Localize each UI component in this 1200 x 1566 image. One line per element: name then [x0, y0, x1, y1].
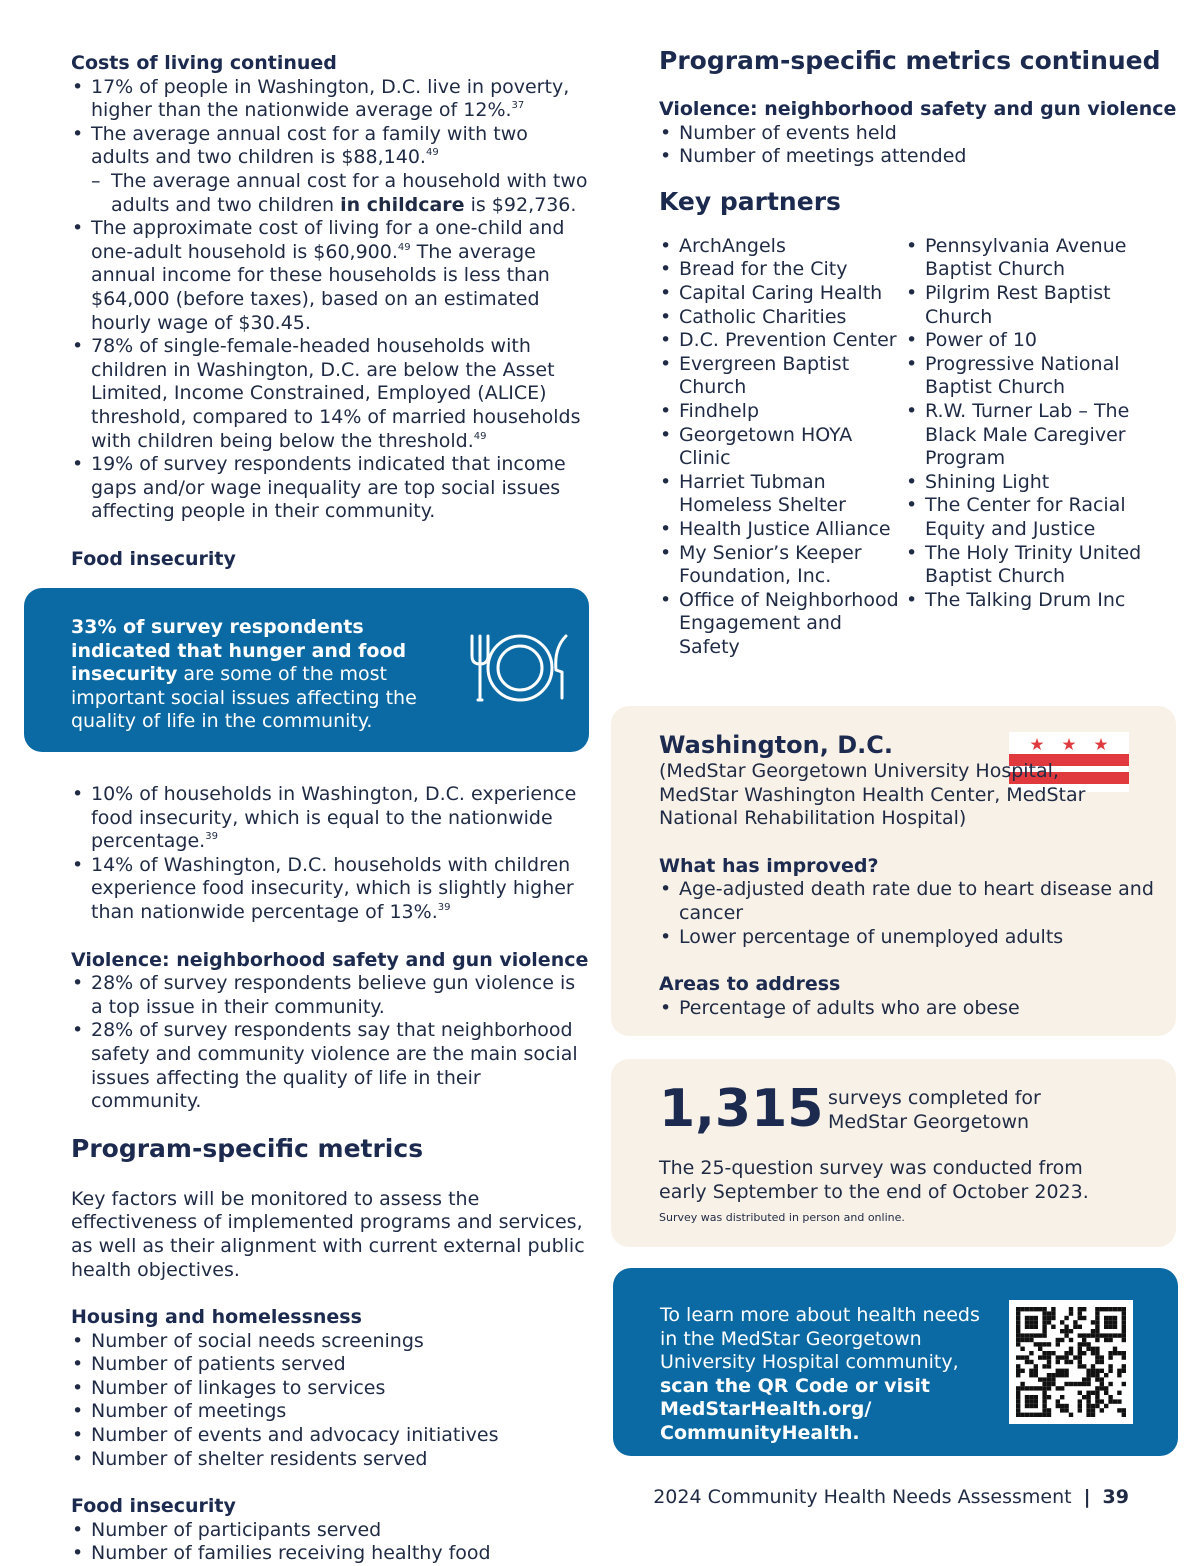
list-item: • 28% of survey respondents believe gun violence is a top issue in their community. [71, 972, 591, 1019]
violence-list [71, 972, 591, 1114]
left-column-lower [71, 783, 591, 1566]
survey-label: surveys completed for MedStar Georgetown [828, 1087, 1041, 1133]
housing-list [71, 1330, 591, 1472]
list-item: • 17% of people in Washington, D.C. live in poverty, higher than the nationwide average of 12%.$^{37}$ [71, 76, 591, 123]
list-item: • Number of meetings attended [659, 145, 1179, 169]
survey-box [611, 1059, 1176, 1247]
address-heading: Areas to address [659, 973, 841, 996]
partner-item: • Health Justice Alliance [659, 518, 905, 542]
food-insecurity-callout [24, 588, 589, 752]
right-column [659, 46, 1179, 659]
list-item: • The approximate cost of living for a one-child and one-adult household is $60,900.49 The average annual income for these households is less than $64,000 (before taxes), based on an estimated hourly wage of $30.45. [71, 217, 591, 335]
qr-code-icon[interactable] [1009, 1300, 1133, 1424]
partner-item: • Evergreen Baptist Church [659, 353, 905, 400]
footer-title: 2024 Community Health Needs Assessment [653, 1486, 1072, 1508]
callout-bold-text: 33% of survey respondents indicated that hunger and food insecurity [71, 616, 407, 686]
dc-subtitle: (MedStar Georgetown University Hospital, MedStar Washington Health Center, MedStar National Rehabilitation Hospital) [659, 760, 1086, 830]
plate-fork-knife-icon [468, 632, 572, 704]
partner-item: • Findhelp [659, 400, 905, 424]
learn-more-box [613, 1268, 1178, 1456]
learn-more-link[interactable]: scan the QR Code or visit MedStarHealth.org/ CommunityHealth. [660, 1374, 930, 1444]
list-item: • Number of meetings [71, 1400, 591, 1424]
partner-item: • Catholic Charities [659, 306, 905, 330]
food-list [71, 783, 591, 925]
partner-item: • Georgetown HOYA Clinic [659, 424, 905, 471]
list-item: • Number of social needs screenings [71, 1330, 591, 1354]
improved-list [659, 878, 1159, 949]
costs-heading: Costs of living continued [71, 52, 337, 74]
footer-separator: | [1083, 1486, 1091, 1508]
list-item: • Age-adjusted death rate due to heart disease and cancer [659, 878, 1159, 925]
list-item: • 14% of Washington, D.C. households with children experience food insecurity, which is slightly higher than nationwide percentage of 13%.$^{39}$ [71, 854, 591, 925]
list-item: • 10% of households in Washington, D.C. experience food insecurity, which is equal to the nationwide percentage.$^{39}$ [71, 783, 591, 854]
dc-summary-box [611, 706, 1176, 1036]
survey-note: Survey was distributed in person and online. [659, 1211, 905, 1224]
list-item: • Number of events and advocacy initiatives [71, 1424, 591, 1448]
partner-item: • Harriet Tubman Homeless Shelter [659, 471, 905, 518]
list-item: • Number of participants served [71, 1519, 591, 1543]
list-item: • 19% of survey respondents indicated that income gaps and/or wage inequality are top social issues affecting people in their community. [71, 453, 591, 524]
metrics-continued-heading: Program-specific metrics continued [659, 46, 1161, 75]
partner-item: • R.W. Turner Lab – The Black Male Caregiver Program [905, 400, 1151, 471]
list-item: – The average annual cost for a household with two adults and two children in childcare is $92,736. [71, 170, 591, 217]
address-list [659, 997, 1159, 1021]
survey-description: The 25-question survey was conducted from early September to the end of October 2023. [659, 1157, 1089, 1203]
partner-item: • Pennsylvania Avenue Baptist Church [905, 235, 1151, 282]
costs-list [71, 76, 591, 170]
left-column [71, 52, 591, 571]
list-item: • Number of shelter residents served [71, 1448, 591, 1472]
partner-item: • D.C. Prevention Center [659, 329, 905, 353]
metrics-heading: Program-specific metrics [71, 1133, 424, 1163]
food-heading: Food insecurity [71, 547, 236, 570]
costs-list-2 [71, 217, 591, 524]
page-footer [653, 1486, 1129, 1510]
partner-item: • Bread for the City [659, 258, 905, 282]
childcare-sublist [71, 170, 591, 217]
partner-item: • The Talking Drum Inc [905, 589, 1151, 613]
violence-heading: Violence: neighborhood safety and gun violence [71, 948, 589, 971]
partners-col-2 [905, 235, 1151, 660]
partner-item: • The Center for Racial Equity and Justice [905, 494, 1151, 541]
housing-heading: Housing and homelessness [71, 1306, 362, 1329]
list-item: • 28% of survey respondents say that neighborhood safety and community violence are the main social issues affecting the quality of life in their community. [71, 1019, 591, 1113]
dc-title: Washington, D.C. [659, 731, 893, 759]
partner-item: • Shining Light [905, 471, 1151, 495]
list-item: • Number of linkages to services [71, 1377, 591, 1401]
list-item: • The average annual cost for a family with two adults and two children is $88,140.49 [71, 123, 591, 170]
food2-heading: Food insecurity [71, 1495, 236, 1518]
list-item: • 78% of single-female-headed households with children in Washington, D.C. are below the Asset Limited, Income Constrained, Employed (ALICE) threshold, compared to 14% of married households with children being below the threshold.$^{49}$ [71, 335, 591, 453]
survey-count: 1,315 [659, 1079, 824, 1139]
violence-metrics-list [659, 122, 1179, 169]
partner-item: • Power of 10 [905, 329, 1151, 353]
list-item: • Percentage of adults who are obese [659, 997, 1159, 1021]
partner-item: • Progressive National Baptist Church [905, 353, 1151, 400]
list-item: • Number of events held [659, 122, 1179, 146]
partners-heading: Key partners [659, 186, 841, 216]
partner-item: • Office of Neighborhood Engagement and Safety [659, 589, 905, 660]
partner-item: • Pilgrim Rest Baptist Church [905, 282, 1151, 329]
page-number: 39 [1102, 1486, 1129, 1508]
partner-item: • Capital Caring Health [659, 282, 905, 306]
partner-item: • My Senior’s Keeper Foundation, Inc. [659, 542, 905, 589]
list-item: • Lower percentage of unemployed adults [659, 926, 1159, 950]
partner-item: • ArchAngels [659, 235, 905, 259]
food2-list [71, 1519, 591, 1566]
list-item: • Number of families receiving healthy food [71, 1542, 591, 1566]
list-item: • Number of patients served [71, 1353, 591, 1377]
partners-col-1 [659, 235, 905, 660]
partner-item: • The Holy Trinity United Baptist Church [905, 542, 1151, 589]
learn-more-text: To learn more about health needs in the MedStar Georgetown University Hospital community, [660, 1304, 980, 1374]
improved-heading: What has improved? [659, 854, 879, 877]
metrics-intro: Key factors will be monitored to assess the effectiveness of implemented programs and services, as well as their alignment with current external public health objectives. [71, 1187, 585, 1281]
partners-list [659, 235, 1179, 660]
callout-text: are some of the most important social issues affecting the quality of life in the community. [71, 663, 417, 733]
violence-metrics-heading: Violence: neighborhood safety and gun violence [659, 98, 1177, 120]
